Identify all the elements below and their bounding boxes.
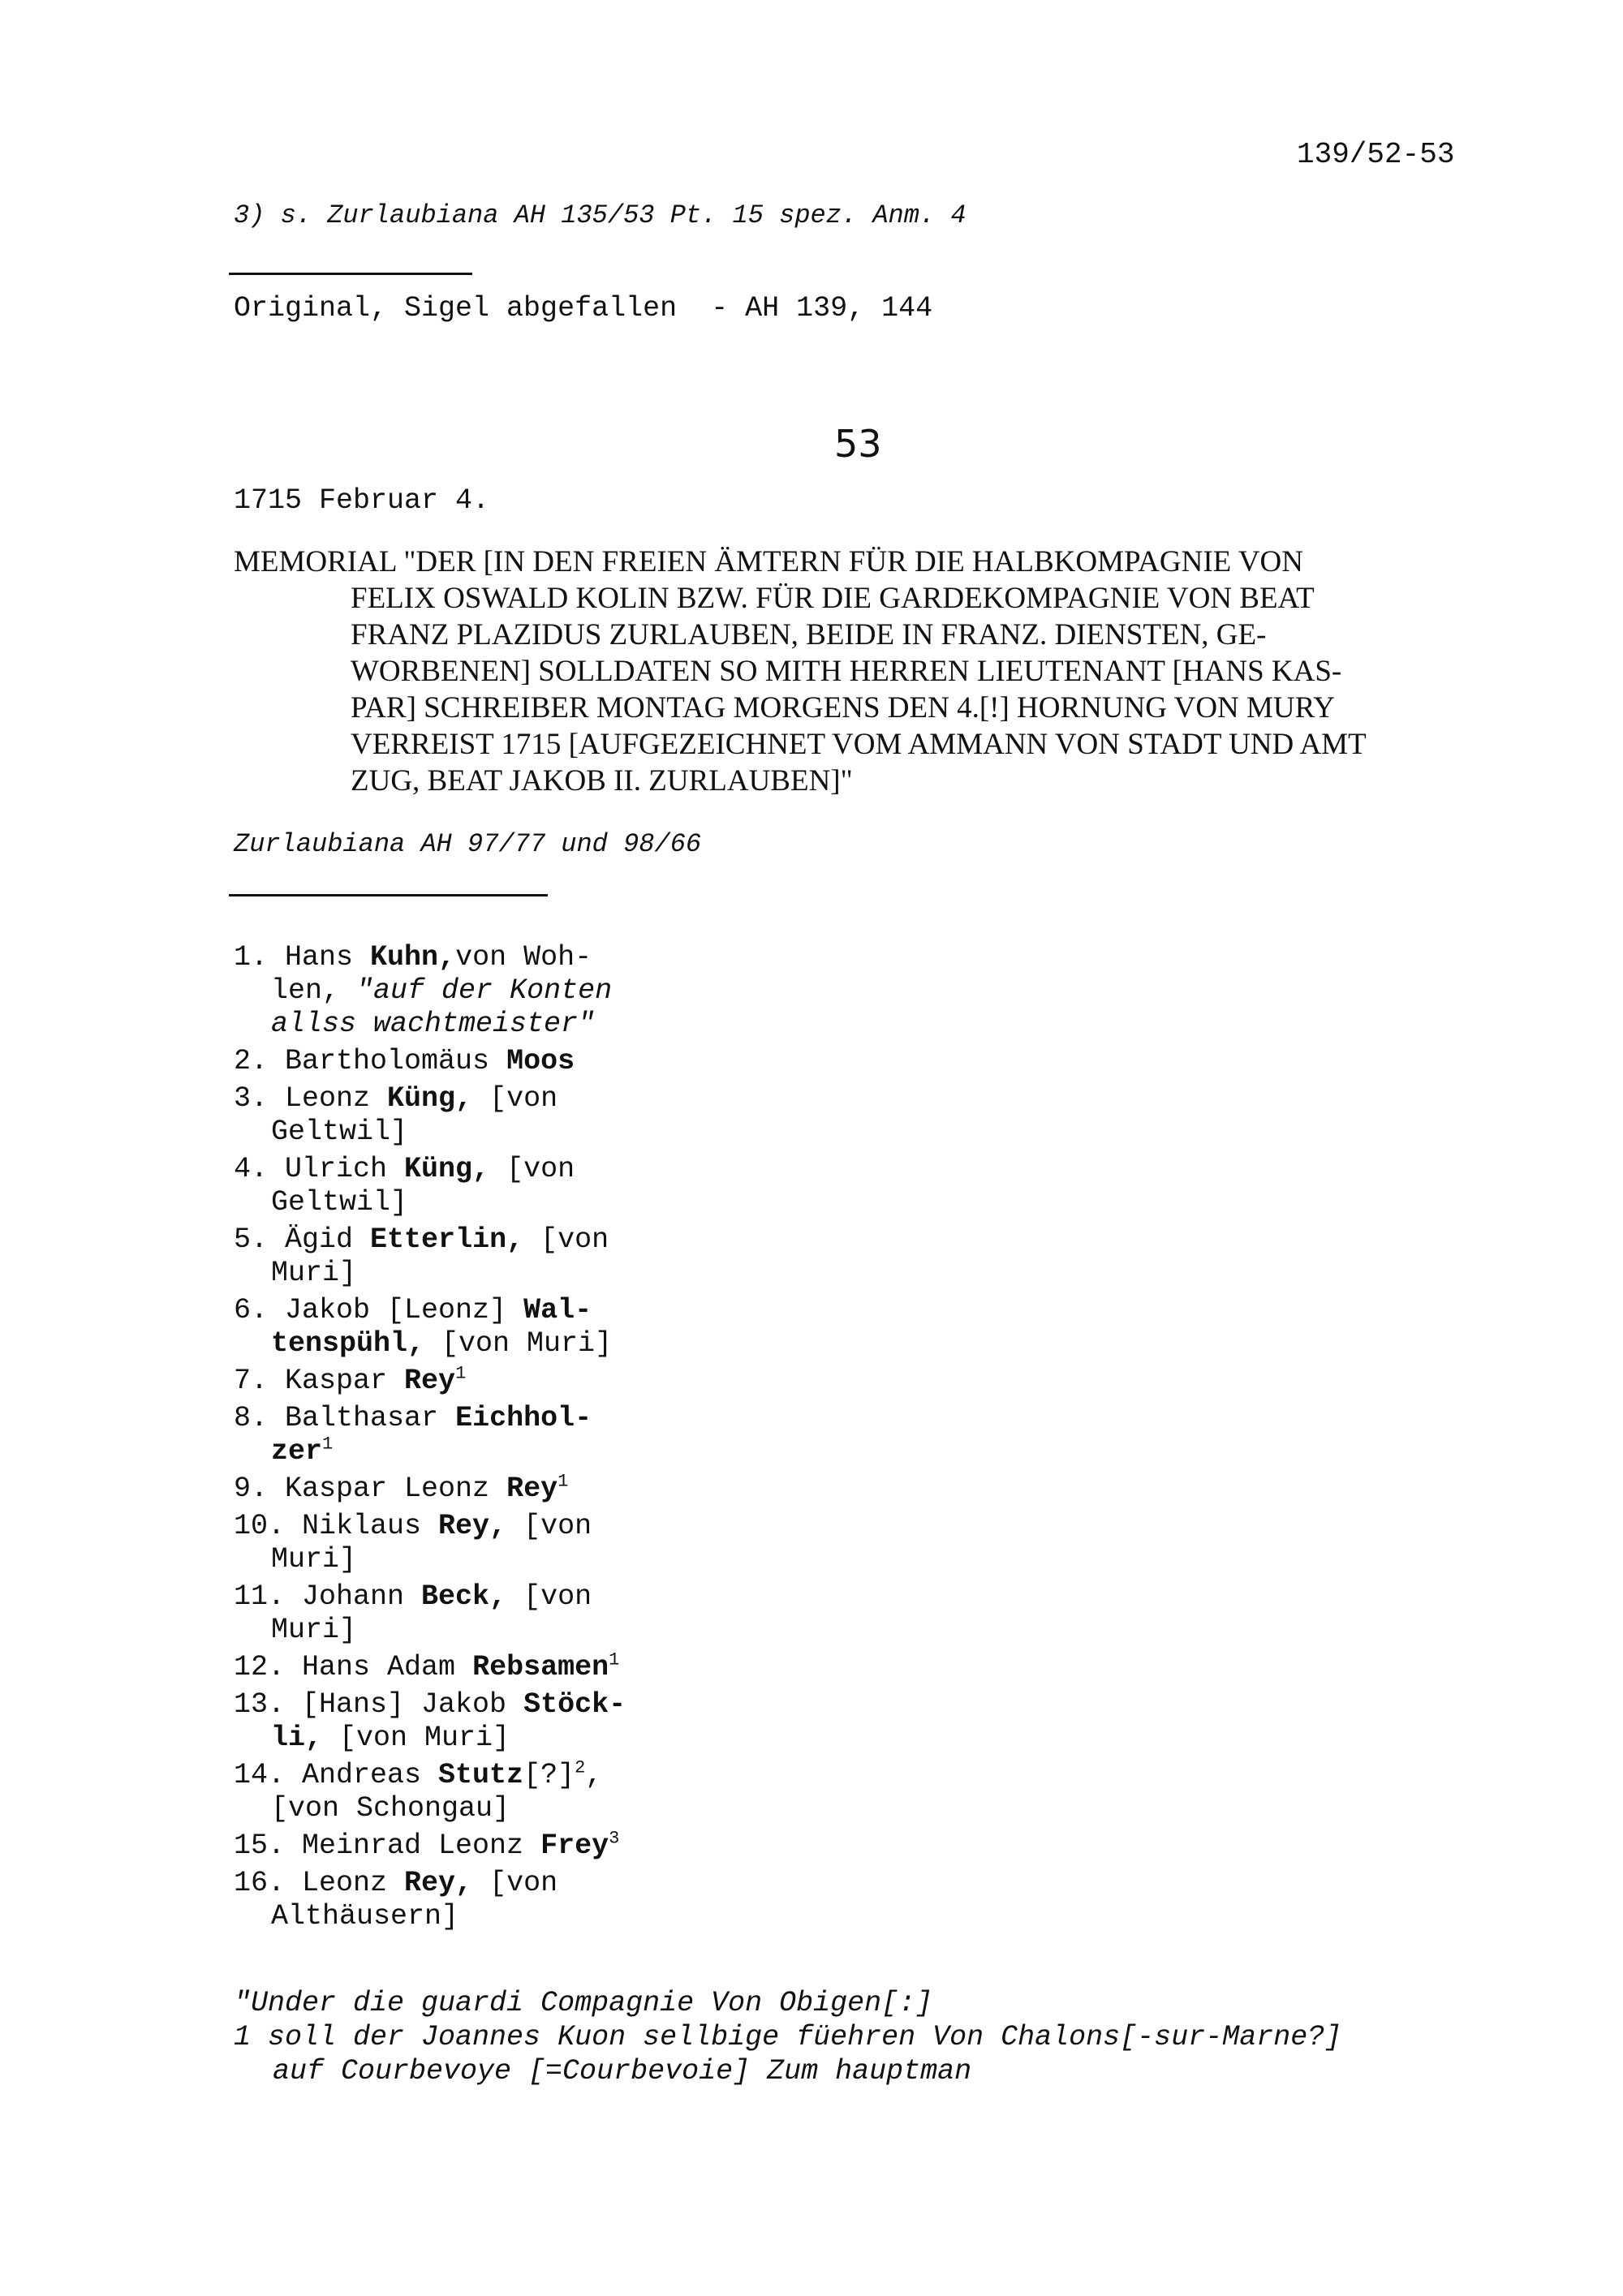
list-item-line bbox=[234, 1510, 626, 1543]
surname: Kuhn, bbox=[370, 941, 456, 974]
given-name: Niklaus bbox=[302, 1510, 439, 1542]
list-item-text: [von bbox=[472, 1082, 558, 1115]
list-item-line bbox=[234, 1402, 626, 1435]
list-item-line bbox=[234, 1327, 626, 1361]
list-item bbox=[234, 1153, 626, 1219]
list-item-line bbox=[234, 1082, 626, 1116]
quoted-text: "auf der Konten bbox=[356, 974, 613, 1007]
memorial-line: MEMORIAL "DER [IN DEN FREIEN ÄMTERN FÜR DIE HALBKOMPAGNIE VON bbox=[234, 545, 1303, 578]
list-item-text: [von Muri] bbox=[424, 1327, 613, 1360]
list-item-line: Muri] bbox=[271, 1614, 357, 1646]
list-item-line bbox=[234, 1722, 626, 1755]
soldier-list bbox=[234, 941, 626, 1937]
document-number: 53 bbox=[834, 422, 882, 466]
memorial-line: FRANZ PLAZIDUS ZURLAUBEN, BEIDE IN FRANZ. DIENSTEN, GE- bbox=[351, 618, 1267, 651]
list-item-line bbox=[234, 1435, 626, 1468]
footnote-ref: 3 bbox=[609, 1828, 620, 1849]
list-number: 7. bbox=[234, 1365, 286, 1397]
original-note: Original, Sigel abgefallen - AH 139, 144 bbox=[234, 292, 933, 325]
surname: Stöck- bbox=[523, 1688, 626, 1721]
list-item bbox=[234, 1473, 626, 1506]
list-item-line: allss wachtmeister" bbox=[271, 1008, 596, 1040]
list-item-line: Geltwil] bbox=[271, 1116, 408, 1148]
list-item-text: [von Muri] bbox=[322, 1722, 510, 1754]
list-item bbox=[234, 1510, 626, 1576]
list-item-text: [von bbox=[523, 1223, 609, 1256]
list-item-line: Althäusern] bbox=[271, 1900, 459, 1933]
footnote-ref: 1 bbox=[609, 1649, 620, 1670]
surname: Rey, bbox=[438, 1510, 507, 1542]
footnote-ref: 1 bbox=[322, 1434, 334, 1455]
surname: Rey bbox=[404, 1365, 456, 1397]
list-number: 12. bbox=[234, 1651, 303, 1683]
surname: Frey bbox=[540, 1829, 609, 1862]
memorial-title bbox=[234, 544, 1500, 799]
list-item bbox=[234, 1223, 626, 1290]
list-item-line bbox=[234, 1759, 626, 1792]
list-number: 15. bbox=[234, 1829, 303, 1862]
quote-line: auf Courbevoye [=Courbevoie] Zum hauptman bbox=[273, 2055, 972, 2087]
list-item bbox=[234, 1402, 626, 1468]
given-name: Kaspar Leonz bbox=[285, 1473, 507, 1505]
quote-line: 1 soll der Joannes Kuon sellbige füehren Von Chalons[-sur-Marne?] bbox=[234, 2021, 1342, 2053]
list-item-text: [von bbox=[506, 1580, 592, 1613]
surname: tenspühl, bbox=[271, 1327, 425, 1360]
given-name: Kaspar bbox=[285, 1365, 405, 1397]
list-number: 2. bbox=[234, 1045, 286, 1077]
footnote-ref: 1 bbox=[455, 1363, 467, 1384]
list-number: 9. bbox=[234, 1473, 286, 1505]
list-item-line: Geltwil] bbox=[271, 1186, 408, 1219]
given-name: Hans Adam bbox=[302, 1651, 473, 1683]
list-number: 5. bbox=[234, 1223, 286, 1256]
list-number: 8. bbox=[234, 1402, 286, 1434]
list-item-line: [von Schongau] bbox=[271, 1792, 510, 1825]
surname: Etterlin, bbox=[370, 1223, 524, 1256]
list-item-line: Muri] bbox=[271, 1257, 357, 1289]
list-item bbox=[234, 1365, 626, 1398]
list-item bbox=[234, 1045, 626, 1078]
surname: Rey bbox=[506, 1473, 558, 1505]
list-item bbox=[234, 941, 626, 1041]
surname: Wal- bbox=[523, 1294, 592, 1326]
list-item-text: von Woh- bbox=[455, 941, 592, 974]
list-item-text: , bbox=[585, 1759, 603, 1791]
given-name: Hans bbox=[285, 941, 371, 974]
footnote-ref: 1 bbox=[558, 1471, 569, 1492]
list-item-line bbox=[234, 941, 626, 974]
memorial-line: WORBENEN] SOLLDATEN SO MITH HERREN LIEUTENANT [HANS KAS- bbox=[351, 655, 1342, 688]
surname: Beck, bbox=[421, 1580, 507, 1613]
surname: Küng, bbox=[387, 1082, 473, 1115]
list-item-text: len, bbox=[271, 974, 357, 1007]
list-item-line bbox=[234, 1651, 626, 1684]
page-number: 139/52-53 bbox=[1297, 138, 1455, 171]
given-name: Bartholomäus bbox=[285, 1045, 507, 1077]
list-number: 1. bbox=[234, 941, 286, 974]
list-item-line bbox=[234, 1223, 626, 1257]
surname: Rebsamen bbox=[472, 1651, 609, 1683]
list-item-line bbox=[234, 1473, 626, 1506]
given-name: Meinrad Leonz bbox=[302, 1829, 541, 1862]
surname: Rey, bbox=[404, 1867, 473, 1899]
list-item-line bbox=[234, 1045, 626, 1078]
list-item bbox=[234, 1580, 626, 1647]
memorial-line: VERREIST 1715 [AUFGEZEICHNET VOM AMMANN VON STADT UND AMT bbox=[351, 728, 1367, 761]
given-name: Johann bbox=[302, 1580, 422, 1613]
list-number: 3. bbox=[234, 1082, 286, 1115]
given-name: Balthasar bbox=[285, 1402, 456, 1434]
source-reference: Zurlaubiana AH 97/77 und 98/66 bbox=[234, 829, 702, 859]
list-item-line bbox=[234, 1829, 626, 1863]
surname: Stutz bbox=[438, 1759, 524, 1791]
given-name: Ägid bbox=[285, 1223, 371, 1256]
surname: li, bbox=[271, 1722, 323, 1754]
surname: Küng, bbox=[404, 1153, 490, 1185]
list-number: 13. bbox=[234, 1688, 303, 1721]
memorial-line: ZUG, BEAT JAKOB II. ZURLAUBEN]" bbox=[351, 764, 853, 798]
list-number: 14. bbox=[234, 1759, 303, 1791]
list-number: 16. bbox=[234, 1867, 303, 1899]
list-item-line bbox=[234, 1867, 626, 1900]
list-item bbox=[234, 1829, 626, 1863]
memorial-line: PAR] SCHREIBER MONTAG MORGENS DEN 4.[!] HORNUNG VON MURY bbox=[351, 691, 1335, 724]
list-number: 4. bbox=[234, 1153, 286, 1185]
list-item bbox=[234, 1688, 626, 1755]
list-item-text: [von bbox=[506, 1510, 592, 1542]
surname: Moos bbox=[506, 1045, 575, 1077]
memorial-line: FELIX OSWALD KOLIN BZW. FÜR DIE GARDEKOMPAGNIE VON BEAT bbox=[351, 582, 1315, 615]
divider bbox=[229, 273, 472, 275]
list-number: 10. bbox=[234, 1510, 303, 1542]
given-name: Leonz bbox=[302, 1867, 405, 1899]
surname: Eichhol- bbox=[455, 1402, 592, 1434]
given-name: [Hans] Jakob bbox=[302, 1688, 524, 1721]
list-item-line bbox=[234, 1294, 626, 1327]
given-name: Ulrich bbox=[285, 1153, 405, 1185]
quote-block bbox=[234, 1986, 1341, 2088]
list-item-line bbox=[234, 1580, 626, 1614]
list-item bbox=[234, 1867, 626, 1933]
list-item-line bbox=[234, 1153, 626, 1186]
list-number: 6. bbox=[234, 1294, 286, 1326]
list-item bbox=[234, 1082, 626, 1149]
list-item-line bbox=[234, 1688, 626, 1722]
list-item bbox=[234, 1759, 626, 1825]
list-item-text: [von bbox=[489, 1153, 575, 1185]
list-item bbox=[234, 1651, 626, 1684]
list-item-line: Muri] bbox=[271, 1543, 357, 1576]
given-name: Leonz bbox=[285, 1082, 388, 1115]
list-item bbox=[234, 1294, 626, 1361]
list-number: 11. bbox=[234, 1580, 303, 1613]
footnote-3: 3) s. Zurlaubiana AH 135/53 Pt. 15 spez. Anm. 4 bbox=[234, 200, 966, 230]
list-item-text: [von bbox=[472, 1867, 558, 1899]
given-name: Jakob [Leonz] bbox=[285, 1294, 524, 1326]
given-name: Andreas bbox=[302, 1759, 439, 1791]
footnote-ref: 2 bbox=[575, 1757, 586, 1778]
list-item-line bbox=[234, 974, 626, 1008]
document-date: 1715 Februar 4. bbox=[234, 484, 490, 517]
list-item-line bbox=[234, 1365, 626, 1398]
quote-line: "Under die guardi Compagnie Von Obigen[:] bbox=[234, 1987, 933, 2019]
surname: zer bbox=[271, 1435, 323, 1468]
list-item-text: [?] bbox=[523, 1759, 575, 1791]
divider bbox=[229, 894, 548, 896]
